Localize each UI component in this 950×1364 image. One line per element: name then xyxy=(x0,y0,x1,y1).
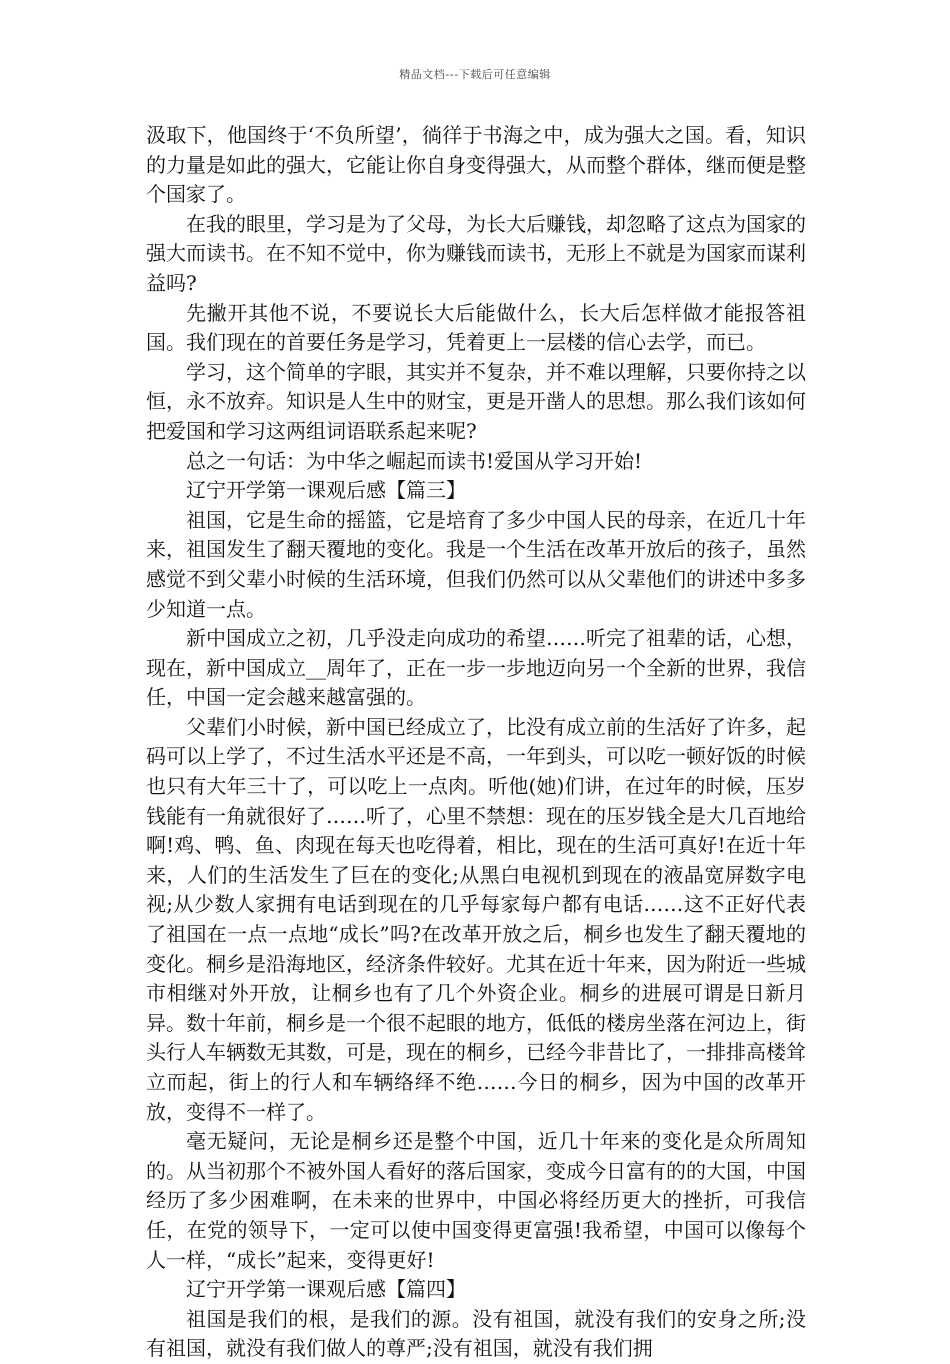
paragraph: 父辈们小时候，新中国已经成立了，比没有成立前的生活好了许多，起码可以上学了，不过生活水平还是不高，一年到头，可以吃一顿好饭的时候也只有大年三十了，可以吃上一点肉。听他(她)们讲，在过年的时候，压岁钱能有一角就很好了……听了，心里不禁想：现在的压岁钱全是大几百地给啊!鸡、鸭、鱼、肉现在每天也吃得着，相比，现在的生活可真好!在近十年来，人们的生活发生了巨在的变化;从黑白电视机到现在的液晶宽屏数字电视;从少数人家拥有电话到现在的几乎每家每户都有电话……这不正好代表了祖国在一点一点地“成长”吗?在改革开放之后，桐乡也发生了翻天覆地的变化。桐乡是沿海地区，经济条件较好。尤其在近十年来，因为附近一些城市相继对外开放，让桐乡也有了几个外资企业。桐乡的进展可谓是日新月异。数十年前，桐乡是一个很不起眼的地方，低低的楼房坐落在河边上，街头行人车辆数无其数，可是，现在的桐乡，已经今非昔比了，一排排高楼耸立而起，街上的行人和车辆络绎不绝……今日的桐乡，因为中国的改革开放，变得不一样了。 xyxy=(146,714,806,1124)
paragraph: 学习，这个简单的字眼，其实并不复杂，并不难以理解，只要你持之以恒，永不放弃。知识是人生中的财宝，更是开凿人的思想。那么我们该如何把爱国和学习这两组词语联系起来呢? xyxy=(146,359,806,443)
paragraph: 毫无疑问，无论是桐乡还是整个中国，近几十年来的变化是众所周知的。从当初那个不被外国人看好的落后国家，变成今日富有的的大国，中国经历了多少困难啊，在未来的世界中，中国必将经历更大的挫折，可我信任，在党的领导下，一定可以使中国变得更富强!我希望，中国可以像每个人一样，“成长”起来，变得更好! xyxy=(146,1129,806,1272)
paragraph: 汲取下，他国终于‘不负所望’，徜徉于书海之中，成为强大之国。看，知识的力量是如此的强大，它能让你自身变得强大，从而整个群体，继而便是整个国家了。 xyxy=(146,123,806,207)
paragraph: 先撇开其他不说，不要说长大后能做什么，长大后怎样做才能报答祖国。我们现在的首要任务是学习，凭着更上一层楼的信心去学，而已。 xyxy=(146,300,806,355)
paragraph: 新中国成立之初，几乎没走向成功的希望……听完了祖辈的话，心想，现在，新中国成立__周年了，正在一步一步地迈向另一个全新的世界，我信任，中国一定会越来越富强的。 xyxy=(146,626,806,710)
paragraph: 祖国是我们的根，是我们的源。没有祖国，就没有我们的安身之所;没有祖国，就没有我们做人的尊严;没有祖国，就没有我们拥 xyxy=(146,1306,806,1361)
page-header: 精品文档---下载后可任意编辑 xyxy=(399,68,551,81)
paragraph: 总之一句话：为中华之崛起而读书!爱国从学习开始! xyxy=(186,448,643,473)
paragraph: 祖国，它是生命的摇篮，它是培育了多少中国人民的母亲，在近几十年来，祖国发生了翻天覆地的变化。我是一个生活在改革开放后的孩子，虽然感觉不到父辈小时候的生活环境，但我们仍然可以从父辈他们的讲述中多多少知道一点。 xyxy=(146,507,806,621)
paragraph: 在我的眼里，学习是为了父母，为长大后赚钱，却忽略了这点为国家的强大而读书。在不知不觉中，你为赚钱而读书，无形上不就是为国家而谋利益吗? xyxy=(146,211,806,295)
document-body xyxy=(146,121,806,1364)
section-heading: 辽宁开学第一课观后感【篇三】 xyxy=(186,478,466,503)
section-heading: 辽宁开学第一课观后感【篇四】 xyxy=(186,1277,466,1302)
